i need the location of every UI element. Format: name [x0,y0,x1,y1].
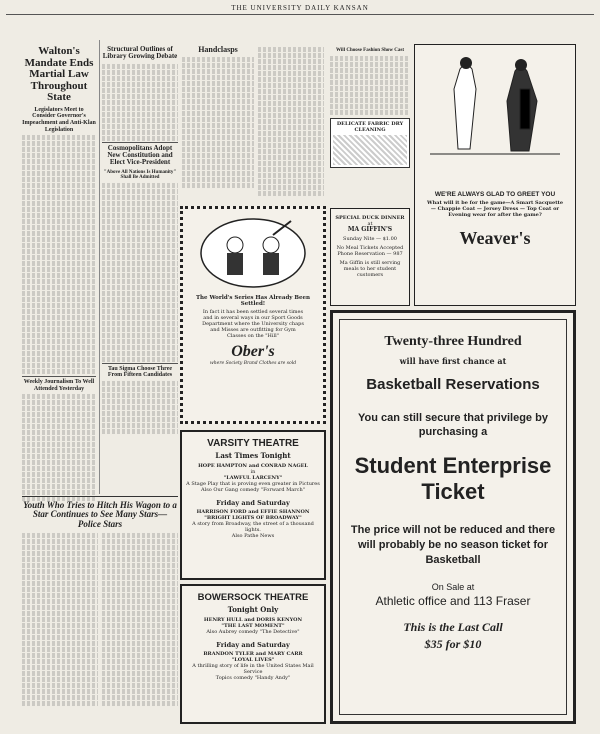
headline-fashion-show: Will Choose Fashion Show Cast [336,48,404,53]
on-sale-label: On Sale at [431,582,475,592]
phone-reservation: Phone Reservation — 987 [337,251,403,257]
dry-cleaning-label: DELICATE FABRIC DRY CLEANING [336,120,404,133]
column-3b [258,46,324,201]
bowersock-also2: Topics comedy "Handy Andy" [215,675,291,681]
ma-giffins-name: MA GIFFIN'S [347,226,393,233]
bowersock-theatre-ad [180,584,326,724]
headline-journalism: Weekly Journalism To Well Attended Yesterday [22,376,96,392]
headline-handclasps: Handclasps [198,45,238,54]
column-4 [330,46,410,204]
varsity-also1: Also Our Gang comedy "Forward March" [201,487,305,493]
varsity-film1: "LAWFUL LARCENY" [223,475,283,481]
ma-giffins-ad [330,208,410,306]
headline-walton: Walton's Mandate Ends Martial Law Throughout State [24,45,94,104]
ticket-price: $35 for $10 [424,637,482,651]
bowersock-tonight: Tonight Only [227,605,279,614]
bowersock-title: BOWERSOCK THEATRE [197,592,309,603]
basketball-reservations-ad [330,310,576,724]
varsity-theatre-ad [180,430,326,580]
sunday-nite: Sunday Nite — $1.00 [343,236,397,242]
no-meal-tickets: No Meal Tickets Accepted [336,245,404,251]
headline-youth: Youth Who Tries to Hitch His Wagon to a Star Continues to See Many Stars—Police Stars [23,500,177,529]
ticket-headline: Student Enterprise Ticket [354,453,552,504]
bowersock-film1: "THE LAST MOMENT" [221,623,285,629]
will-have: will have first chance at [399,356,507,366]
subhead-cosmopolitans: "Above All Nations Is Humanity" Shall Be Admitted [103,169,177,181]
bowersock-also1: Also Aubrey comedy "The Detective" [206,629,300,635]
subhead-walton: Legislators Meet to Consider Governor's Impeachment and Anti-Klan Legislation [22,106,96,133]
obers-logo: Ober's [231,343,275,360]
baseball-cartoon-illustration [193,215,313,295]
weavers-glad: WE'RE ALWAYS GLAD TO GREET YOU [434,191,556,198]
fashion-illustration [420,49,570,169]
weavers-ad [414,44,576,306]
bowersock-stars: HENRY HULL and DORIS KENYON [203,617,303,623]
bowersock-film2: "LOYAL LIVES" [231,657,275,663]
obers-tagline: where Society Brand Clothes are sold [209,361,297,366]
sale-location: Athletic office and 113 Fraser [375,594,531,608]
column-2 [102,46,178,728]
varsity-tonight: Last Times Tonight [215,451,291,460]
at-label: at [367,221,373,227]
dry-cleaning-illustration [333,135,407,165]
count-headline: Twenty-three Hundred [384,334,522,349]
dry-cleaning-ad [330,118,410,168]
ma-giffins-note: Ma Giffin is still serving meals to her student customers [339,260,401,278]
last-call: This is the Last Call [403,620,503,634]
varsity-in: in [250,469,256,475]
varsity-stars2: HARRISON FORD and EFFIE SHANNON [196,509,310,515]
varsity-title: VARSITY THEATRE [207,438,299,449]
varsity-film2: "BRIGHT LIGHTS OF BROADWAY" [204,515,302,521]
varsity-stars: HOPE HAMPTON and CONRAD NAGEL [198,463,308,469]
masthead-rule [6,14,594,15]
headline-cosmopolitans: Cosmopolitans Adopt New Constitution and Elect Vice-President [102,142,178,167]
column-3 [182,46,254,201]
price-text: The price will not be reduced and there will probably be no season ticket for Basketball [350,524,556,566]
varsity-days: Friday and Saturday [216,499,290,507]
weavers-logo: Weaver's [459,228,531,248]
obers-ad [180,206,326,424]
column-rule [99,40,100,494]
story-body-journalism [22,394,96,501]
bowersock-days: Friday and Saturday [216,641,290,649]
varsity-desc1: A Stage Play that is proving even greater in Pictures [186,481,320,487]
headline-tau-sigma: Tau Sigma Choose Three From Fifteen Candidates [102,363,178,379]
bowersock-desc2: A thrilling story of life in the United States Mail Service [192,663,314,675]
varsity-also2: Also Pathe News [231,533,275,539]
obers-headline: The World's Series Has Already Been Settled! [195,295,311,307]
special-dinner: SPECIAL DUCK DINNER [335,215,405,221]
reservations-headline: Basketball Reservations [366,376,540,393]
bowersock-stars2: BRANDON TYLER and MARY CARR [203,651,303,657]
weavers-question: What will it be for the game—A Smart Sacquette — Chappie Coat — Jersey Dress — Top Coat or Evening wear for after the game? [426,200,564,218]
obers-body: In fact it has been settled several times and in several ways in our Sport Goods Department where the University chaps and Misses are outfitting for Gym Classes on the "Hill" [202,309,304,339]
varsity-desc2: A story from Broadway, the street of a thousand lights. [192,521,314,533]
story-body-walton [22,135,96,374]
secure-text: You can still secure that privilege by purchasing a [358,412,548,438]
masthead: THE UNIVERSITY DAILY KANSAN [231,4,369,12]
headline-library: Structural Outlines of Library Growing Debate [102,45,178,61]
